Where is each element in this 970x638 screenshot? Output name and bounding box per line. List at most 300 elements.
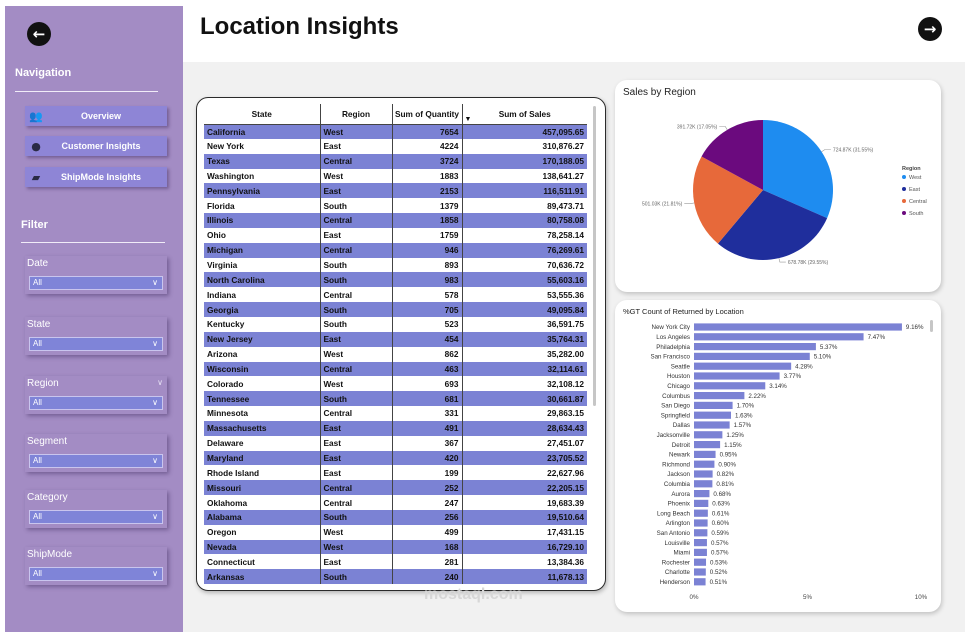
value-label: 3.77% bbox=[783, 373, 802, 381]
legend-item-west[interactable]: West bbox=[909, 175, 922, 181]
pie-leader-line bbox=[684, 203, 694, 204]
category-label: Newark bbox=[669, 451, 690, 459]
date-filter-select[interactable] bbox=[29, 276, 163, 290]
value-label: 0.63% bbox=[712, 500, 730, 508]
cell-sales: 310,876.27 bbox=[462, 139, 587, 154]
cell-sales: 28,634.43 bbox=[462, 421, 587, 436]
value-label: 0.82% bbox=[716, 471, 735, 479]
value-label: 5.10% bbox=[813, 353, 832, 361]
table-row[interactable] bbox=[204, 421, 587, 436]
cell-state: California bbox=[204, 124, 320, 139]
table-row[interactable] bbox=[204, 317, 587, 332]
cell-quantity: 491 bbox=[392, 421, 462, 436]
table-row[interactable] bbox=[204, 495, 587, 510]
cell-region: South bbox=[320, 198, 392, 213]
value-label: 0.52% bbox=[709, 569, 728, 577]
cell-sales: 13,384.36 bbox=[462, 554, 587, 569]
filter-title: Filter bbox=[21, 219, 48, 231]
cell-state: Arkansas bbox=[204, 569, 320, 584]
table-row[interactable] bbox=[204, 510, 587, 525]
value-label: 2.22% bbox=[748, 392, 766, 400]
table-row[interactable] bbox=[204, 332, 587, 347]
bar[interactable] bbox=[694, 500, 708, 507]
cell-quantity: 705 bbox=[392, 302, 462, 317]
category-label: Long Beach bbox=[656, 510, 690, 518]
category-label: Charlotte bbox=[664, 569, 690, 577]
state-sales-table bbox=[204, 104, 587, 584]
cell-quantity: 240 bbox=[392, 569, 462, 584]
value-label: 0.90% bbox=[718, 461, 736, 469]
cell-region: South bbox=[320, 272, 392, 287]
pie-data-label: 724.87K (31.55%) bbox=[832, 147, 874, 154]
cell-sales: 35,764.31 bbox=[462, 332, 587, 347]
segment-filter-value: All bbox=[33, 456, 42, 465]
cell-sales: 17,431.15 bbox=[462, 525, 587, 540]
returned-by-location-card bbox=[615, 300, 941, 612]
bar[interactable] bbox=[694, 353, 810, 360]
sort-descending-icon: ▼ bbox=[464, 115, 472, 123]
cell-sales: 19,510.64 bbox=[462, 510, 587, 525]
bar-chart-title: %GT Count of Returned by Location bbox=[623, 307, 744, 316]
cell-sales: 53,555.36 bbox=[462, 287, 587, 302]
pie-chart-title: Sales by Region bbox=[623, 87, 696, 98]
bar[interactable] bbox=[694, 392, 744, 399]
pie-data-label: 678.78K (29.55%) bbox=[787, 260, 829, 267]
table-row[interactable] bbox=[204, 362, 587, 377]
value-label: 0.57% bbox=[710, 549, 729, 557]
table-row[interactable] bbox=[204, 540, 587, 555]
forward-arrow-button[interactable] bbox=[918, 17, 942, 41]
cell-sales: 16,729.10 bbox=[462, 540, 587, 555]
cell-quantity: 946 bbox=[392, 243, 462, 258]
bar[interactable] bbox=[694, 578, 706, 585]
category-label: San Francisco bbox=[650, 353, 690, 361]
pie-data-label: 391.72K (17.05%) bbox=[676, 124, 718, 131]
category-label: Richmond bbox=[662, 461, 690, 469]
category-label: Arlington bbox=[665, 520, 690, 528]
bar[interactable] bbox=[694, 510, 708, 517]
cell-quantity: 463 bbox=[392, 362, 462, 377]
cell-state: Arizona bbox=[207, 349, 238, 360]
legend-title: Region bbox=[902, 166, 921, 172]
table-row[interactable] bbox=[204, 124, 587, 139]
chevron-down-icon: ∨ bbox=[157, 378, 163, 387]
shipmode-filter[interactable] bbox=[25, 547, 167, 585]
table-row[interactable] bbox=[204, 465, 587, 480]
category-label: Jacksonville bbox=[656, 432, 690, 439]
segment-filter[interactable] bbox=[25, 434, 167, 472]
bar[interactable] bbox=[694, 402, 733, 409]
category-label: San Antonio bbox=[656, 530, 690, 537]
category-label: New York City bbox=[651, 324, 690, 332]
bar[interactable] bbox=[694, 372, 780, 379]
value-label: 0.60% bbox=[711, 520, 730, 528]
cell-state: Michigan bbox=[204, 243, 320, 258]
category-label: Los Angeles bbox=[656, 334, 690, 341]
cell-region: West bbox=[320, 124, 392, 139]
category-filter-select[interactable] bbox=[29, 510, 163, 524]
pie-leader-line bbox=[822, 149, 831, 151]
cell-state: New York bbox=[207, 141, 245, 152]
bar[interactable] bbox=[694, 519, 708, 526]
cell-state: Oklahoma bbox=[207, 497, 248, 508]
cell-region: Central bbox=[320, 495, 392, 510]
region-filter[interactable] bbox=[25, 376, 167, 414]
table-row[interactable] bbox=[204, 302, 587, 317]
cell-region: East bbox=[320, 554, 392, 569]
nav-overview-label: Overview bbox=[80, 111, 122, 121]
cell-state: Maryland bbox=[204, 451, 320, 466]
bar[interactable] bbox=[694, 480, 712, 487]
cell-quantity: 199 bbox=[392, 465, 462, 480]
bar[interactable] bbox=[694, 333, 864, 340]
bar[interactable] bbox=[694, 382, 765, 389]
cell-state: Texas bbox=[204, 154, 320, 169]
chevron-down-icon: ∨ bbox=[152, 339, 158, 348]
value-label: 0.59% bbox=[711, 530, 729, 537]
cell-state: Washington bbox=[207, 170, 255, 181]
table-row[interactable] bbox=[204, 436, 587, 451]
table-row[interactable] bbox=[204, 213, 587, 228]
nav-shipmode-insights-button[interactable] bbox=[25, 167, 167, 187]
category-label: Jackson bbox=[667, 471, 690, 479]
segment-filter-select[interactable] bbox=[29, 454, 163, 468]
bar[interactable] bbox=[694, 431, 722, 438]
cell-region: West bbox=[320, 525, 392, 540]
cell-state: Wisconsin bbox=[204, 362, 320, 377]
cell-region: East bbox=[320, 436, 392, 451]
value-label: 5.37% bbox=[819, 343, 838, 351]
cell-sales: 36,591.75 bbox=[462, 317, 587, 332]
date-filter-label: Date bbox=[27, 258, 49, 269]
cell-region: Central bbox=[320, 362, 392, 377]
cell-state: Ohio bbox=[207, 230, 226, 241]
cell-region: East bbox=[320, 451, 392, 466]
category-filter-value: All bbox=[33, 512, 42, 521]
table-row[interactable] bbox=[204, 406, 587, 421]
cell-state: Delaware bbox=[207, 438, 244, 449]
table-row[interactable] bbox=[204, 183, 587, 198]
bar[interactable] bbox=[694, 568, 706, 575]
cell-quantity: 7654 bbox=[392, 124, 462, 139]
cell-state: North Carolina bbox=[204, 272, 320, 287]
cell-sales: 23,705.52 bbox=[462, 451, 587, 466]
category-filter[interactable] bbox=[25, 490, 167, 528]
nav-customer-insights-button[interactable] bbox=[25, 136, 167, 156]
value-label: 3.14% bbox=[769, 383, 787, 390]
cell-region: East bbox=[320, 332, 392, 347]
cell-quantity: 168 bbox=[392, 540, 462, 555]
state-filter-label: State bbox=[27, 319, 51, 330]
cell-quantity: 523 bbox=[392, 317, 462, 332]
column-header-sales[interactable] bbox=[462, 104, 587, 124]
value-label: 0.81% bbox=[716, 481, 734, 488]
cell-sales: 49,095.84 bbox=[462, 302, 587, 317]
table-row[interactable] bbox=[204, 228, 587, 243]
table-row[interactable] bbox=[204, 347, 587, 362]
category-label: San Diego bbox=[661, 402, 690, 410]
cell-sales: 78,258.14 bbox=[462, 228, 587, 243]
date-filter[interactable] bbox=[25, 256, 167, 294]
cell-region: Central bbox=[320, 287, 392, 302]
table-row[interactable] bbox=[204, 376, 587, 391]
table-row[interactable] bbox=[204, 480, 587, 495]
returned-by-location-bar-chart bbox=[615, 300, 941, 612]
cell-quantity: 578 bbox=[392, 287, 462, 302]
table-row[interactable] bbox=[204, 198, 587, 213]
value-label: 0.95% bbox=[719, 451, 738, 459]
cell-region: Central bbox=[320, 154, 392, 169]
pie-leader-line bbox=[719, 126, 727, 129]
cell-sales: 138,641.27 bbox=[462, 169, 587, 184]
cell-region: South bbox=[320, 258, 392, 273]
bar[interactable] bbox=[694, 549, 707, 556]
region-filter-select[interactable] bbox=[29, 396, 163, 410]
cell-sales: 116,511.91 bbox=[462, 183, 587, 198]
cell-quantity: 331 bbox=[392, 406, 462, 421]
bar[interactable] bbox=[694, 461, 714, 468]
legend-marker-east bbox=[902, 187, 906, 191]
cell-sales: 80,758.08 bbox=[462, 213, 587, 228]
table-row[interactable] bbox=[204, 451, 587, 466]
cell-sales: 35,282.00 bbox=[462, 347, 587, 362]
state-filter-value: All bbox=[33, 339, 42, 348]
table-row[interactable] bbox=[204, 287, 587, 302]
table-row[interactable] bbox=[204, 169, 587, 184]
column-header-state[interactable]: State bbox=[204, 104, 320, 124]
person-icon: ● bbox=[31, 139, 41, 153]
navigation-title: Navigation bbox=[15, 67, 72, 79]
value-label: 0.51% bbox=[709, 579, 728, 586]
navigation-divider bbox=[15, 91, 158, 92]
chevron-down-icon: ∨ bbox=[152, 512, 158, 521]
cell-sales: 89,473.71 bbox=[462, 198, 587, 213]
cell-state: Tennessee bbox=[204, 391, 320, 406]
value-label: 0.57% bbox=[710, 539, 729, 547]
bar[interactable] bbox=[694, 451, 716, 458]
state-filter-select[interactable] bbox=[29, 337, 163, 351]
cell-quantity: 1759 bbox=[392, 228, 462, 243]
cell-region: South bbox=[320, 302, 392, 317]
x-tick-label: 5% bbox=[803, 594, 812, 601]
category-label: Houston bbox=[666, 373, 690, 381]
cell-sales: 11,678.13 bbox=[462, 569, 587, 584]
cell-sales: 70,636.72 bbox=[462, 258, 587, 273]
x-tick-label: 0% bbox=[689, 594, 699, 601]
filter-divider bbox=[21, 242, 165, 243]
value-label: 1.57% bbox=[733, 422, 752, 430]
cell-state: Minnesota bbox=[207, 408, 249, 419]
legend-marker-south bbox=[902, 211, 906, 215]
cell-state: Rhode Island bbox=[207, 467, 260, 478]
arrow-right-icon: → bbox=[923, 20, 937, 38]
legend-item-central[interactable]: Central bbox=[909, 199, 927, 205]
cell-region: East bbox=[320, 139, 392, 154]
chevron-down-icon: ∨ bbox=[152, 278, 158, 287]
category-label: Aurora bbox=[671, 490, 690, 498]
cell-quantity: 256 bbox=[392, 510, 462, 525]
value-label: 1.25% bbox=[726, 432, 744, 439]
column-header-region[interactable]: Region bbox=[320, 104, 392, 124]
sales-by-region-pie bbox=[615, 80, 941, 292]
cell-sales: 55,603.16 bbox=[462, 272, 587, 287]
table-row[interactable] bbox=[204, 272, 587, 287]
shipmode-filter-select[interactable] bbox=[29, 567, 163, 581]
value-label: 1.63% bbox=[735, 412, 753, 420]
truck-icon: ▰ bbox=[31, 170, 41, 184]
cell-sales: 19,683.39 bbox=[462, 495, 587, 510]
category-label: Detroit bbox=[671, 441, 690, 449]
category-label: Louisville bbox=[664, 539, 690, 547]
cell-quantity: 247 bbox=[392, 495, 462, 510]
pie-leader-line bbox=[779, 258, 786, 262]
pie-data-label: 501.03K (21.81%) bbox=[641, 201, 683, 208]
cell-quantity: 681 bbox=[392, 391, 462, 406]
value-label: 4.28% bbox=[795, 363, 813, 371]
watermark: mostaql.com bbox=[424, 586, 523, 603]
cell-quantity: 499 bbox=[392, 525, 462, 540]
cell-quantity: 420 bbox=[392, 451, 462, 466]
segment-filter-label: Segment bbox=[27, 436, 68, 447]
region-filter-value: All bbox=[33, 398, 42, 407]
nav-customer-insights-label: Customer Insights bbox=[61, 141, 141, 151]
value-label: 0.61% bbox=[711, 510, 730, 518]
state-sales-table-card bbox=[196, 97, 606, 591]
cell-state: Pennsylvania bbox=[204, 183, 320, 198]
column-header-sales-label: Sum of Sales bbox=[498, 108, 551, 119]
cell-quantity: 3724 bbox=[392, 154, 462, 169]
cell-region: South bbox=[320, 569, 392, 584]
cell-state: Virginia bbox=[207, 260, 238, 271]
cell-quantity: 693 bbox=[392, 376, 462, 391]
cell-state: Florida bbox=[207, 200, 235, 211]
cell-sales: 30,661.87 bbox=[462, 391, 587, 406]
cell-quantity: 862 bbox=[392, 347, 462, 362]
value-label: 1.15% bbox=[724, 441, 742, 449]
cell-state: New Jersey bbox=[204, 332, 320, 347]
bar[interactable] bbox=[694, 323, 902, 330]
bar[interactable] bbox=[694, 490, 709, 497]
table-row[interactable] bbox=[204, 525, 587, 540]
cell-region: South bbox=[320, 317, 392, 332]
cell-sales: 170,188.05 bbox=[462, 154, 587, 169]
cell-quantity: 281 bbox=[392, 554, 462, 569]
bar[interactable] bbox=[694, 363, 791, 370]
cell-region: West bbox=[320, 347, 392, 362]
bar[interactable] bbox=[694, 539, 707, 546]
bar[interactable] bbox=[694, 470, 713, 477]
category-label: Phoenix bbox=[667, 500, 690, 508]
cell-state: Alabama bbox=[204, 510, 320, 525]
category-label: Dallas bbox=[672, 422, 690, 430]
cell-state: Kentucky bbox=[207, 319, 245, 330]
x-tick-label: 10% bbox=[914, 594, 928, 601]
bar[interactable] bbox=[694, 441, 720, 448]
table-scrollbar[interactable] bbox=[593, 106, 596, 406]
nav-shipmode-insights-label: ShipMode Insights bbox=[61, 172, 141, 182]
shipmode-filter-value: All bbox=[33, 569, 42, 578]
table-row[interactable] bbox=[204, 139, 587, 154]
page-title: Location Insights bbox=[200, 13, 399, 40]
column-header-quantity[interactable]: Sum of Quantity bbox=[392, 104, 462, 124]
cell-state: Missouri bbox=[204, 480, 320, 495]
table-row[interactable] bbox=[204, 391, 587, 406]
table-row[interactable] bbox=[204, 258, 587, 273]
bar[interactable] bbox=[694, 559, 706, 566]
shipmode-filter-label: ShipMode bbox=[27, 549, 73, 560]
value-label: 0.68% bbox=[713, 490, 731, 498]
cell-region: Central bbox=[320, 213, 392, 228]
bar[interactable] bbox=[694, 529, 707, 536]
cell-region: Central bbox=[320, 406, 392, 421]
category-label: Columbia bbox=[663, 481, 690, 488]
value-label: 1.70% bbox=[736, 402, 755, 410]
chevron-down-icon: ∨ bbox=[152, 398, 158, 407]
cell-state: Colorado bbox=[207, 378, 244, 389]
category-label: Seattle bbox=[670, 363, 690, 371]
chart-scrollbar[interactable] bbox=[930, 320, 933, 332]
cell-region: West bbox=[320, 540, 392, 555]
category-label: Miami bbox=[673, 549, 690, 557]
cell-quantity: 454 bbox=[392, 332, 462, 347]
people-icon: 👥 bbox=[29, 109, 43, 123]
cell-region: Central bbox=[320, 243, 392, 258]
cell-region: South bbox=[320, 510, 392, 525]
category-label: Columbus bbox=[662, 392, 690, 400]
bar[interactable] bbox=[694, 343, 816, 350]
cell-region: East bbox=[320, 183, 392, 198]
value-label: 9.16% bbox=[905, 324, 924, 332]
category-label: Rochester bbox=[661, 559, 690, 567]
cell-quantity: 893 bbox=[392, 258, 462, 273]
cell-quantity: 1379 bbox=[392, 198, 462, 213]
bar[interactable] bbox=[694, 412, 731, 419]
cell-quantity: 2153 bbox=[392, 183, 462, 198]
back-arrow-button[interactable] bbox=[27, 22, 51, 46]
cell-region: East bbox=[320, 421, 392, 436]
cell-state: Illinois bbox=[204, 213, 320, 228]
category-label: Philadelphia bbox=[656, 343, 690, 351]
cell-sales: 22,205.15 bbox=[462, 480, 587, 495]
cell-sales: 32,114.61 bbox=[462, 362, 587, 377]
region-filter-label: Region bbox=[27, 378, 59, 389]
table-row[interactable] bbox=[204, 569, 587, 584]
cell-state: Connecticut bbox=[207, 556, 255, 567]
cell-state: Indiana bbox=[207, 289, 237, 300]
table-row[interactable] bbox=[204, 243, 587, 258]
category-label: Henderson bbox=[659, 579, 690, 586]
legend-item-east[interactable]: East bbox=[909, 187, 921, 193]
cell-sales: 76,269.61 bbox=[462, 243, 587, 258]
legend-item-south[interactable]: South bbox=[909, 211, 924, 217]
cell-state: Massachusetts bbox=[204, 421, 320, 436]
category-label: Springfield bbox=[660, 412, 690, 420]
cell-quantity: 367 bbox=[392, 436, 462, 451]
bar[interactable] bbox=[694, 421, 730, 428]
table-row[interactable] bbox=[204, 554, 587, 569]
cell-region: East bbox=[320, 465, 392, 480]
table-row[interactable] bbox=[204, 154, 587, 169]
chevron-down-icon: ∨ bbox=[152, 456, 158, 465]
date-filter-value: All bbox=[33, 278, 42, 287]
state-filter[interactable] bbox=[25, 317, 167, 355]
nav-overview-button[interactable] bbox=[25, 106, 167, 126]
cell-region: South bbox=[320, 391, 392, 406]
cell-sales: 27,451.07 bbox=[462, 436, 587, 451]
value-label: 7.47% bbox=[867, 334, 886, 341]
cell-quantity: 1883 bbox=[392, 169, 462, 184]
cell-region: East bbox=[320, 228, 392, 243]
